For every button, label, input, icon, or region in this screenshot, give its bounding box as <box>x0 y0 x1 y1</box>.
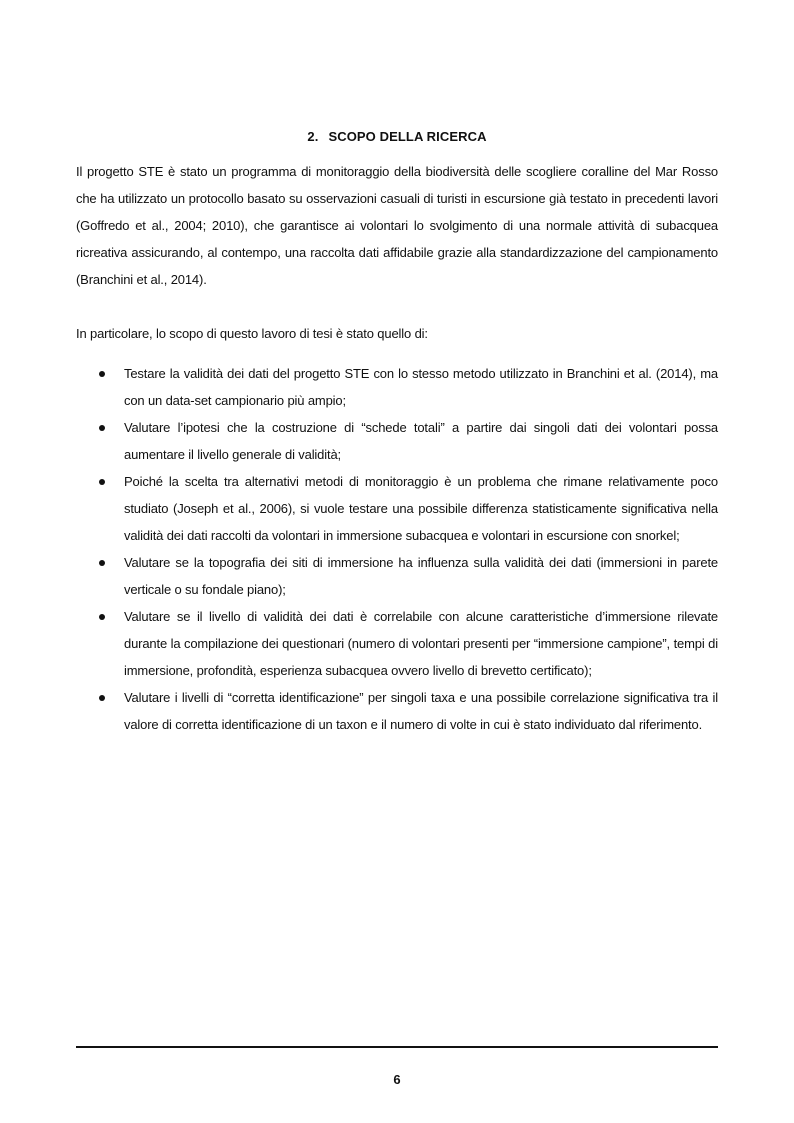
objective-item <box>76 603 718 684</box>
objectives-list <box>76 360 718 738</box>
section-title: SCOPO DELLA RICERCA <box>328 129 487 144</box>
lead-sentence: In particolare, lo scopo di questo lavoro di tesi è stato quello di: <box>76 326 428 341</box>
bullet-icon <box>99 560 105 566</box>
objective-item <box>76 414 718 468</box>
objective-text: Valutare se la topografia dei siti di immersione ha influenza sulla validità dei dati (immersioni in parete verticale o su fondale piano); <box>124 555 718 597</box>
objective-item <box>76 468 718 549</box>
objective-item <box>76 684 718 738</box>
bullet-icon <box>99 425 105 431</box>
objective-text: Testare la validità dei dati del progetto STE con lo stesso metodo utilizzato in Branchini et al. (2014), ma con un data-set campionario più ampio; <box>124 366 718 408</box>
bullet-icon <box>99 371 105 377</box>
objective-text: Poiché la scelta tra alternativi metodi di monitoraggio è un problema che rimane relativamente poco studiato (Joseph et al., 2006), si vuole testare una possibile differenza statisticamente significativa nella validità dei dati raccolti da volontari in immersione subacquea e volontari in escursione con snorkel; <box>124 474 718 543</box>
bullet-icon <box>99 614 105 620</box>
bullet-icon <box>99 695 105 701</box>
objective-item <box>76 360 718 414</box>
objective-text: Valutare i livelli di “corretta identificazione” per singoli taxa e una possibile correlazione significativa tra il valore di corretta identificazione di un taxon e il numero di volte in cui è stato individuato dal riferimento. <box>124 690 718 732</box>
bullet-icon <box>99 479 105 485</box>
objective-text: Valutare se il livello di validità dei dati è correlabile con alcune caratteristiche d’immersione rilevate durante la compilazione dei questionari (numero di volontari presenti per “immersione campione”, tempi di immersione, profondità, esperienza subacquea ovvero livello di brevetto certificato); <box>124 609 718 678</box>
section-heading <box>76 129 718 144</box>
page-number: 6 <box>393 1072 401 1087</box>
footer-divider <box>76 1046 718 1048</box>
objective-item <box>76 549 718 603</box>
objective-text: Valutare l’ipotesi che la costruzione di “schede totali” a partire dai singoli dati dei volontari possa aumentare il livello generale di validità; <box>124 420 718 462</box>
section-number: 2. <box>307 129 319 144</box>
intro-paragraph: Il progetto STE è stato un programma di monitoraggio della biodiversità delle scogliere coralline del Mar Rosso che ha utilizzato un protocollo basato su osservazioni casuali di turisti in escursione già testato in precedenti lavori (Goffredo et al., 2004; 2010), che garantisce ai volontari lo svolgimento di una normale attività di subacquea ricreativa assicurando, al contempo, una raccolta dati affidabile grazie alla standardizzazione del campionamento (Branchini et al., 2014). <box>76 164 718 287</box>
